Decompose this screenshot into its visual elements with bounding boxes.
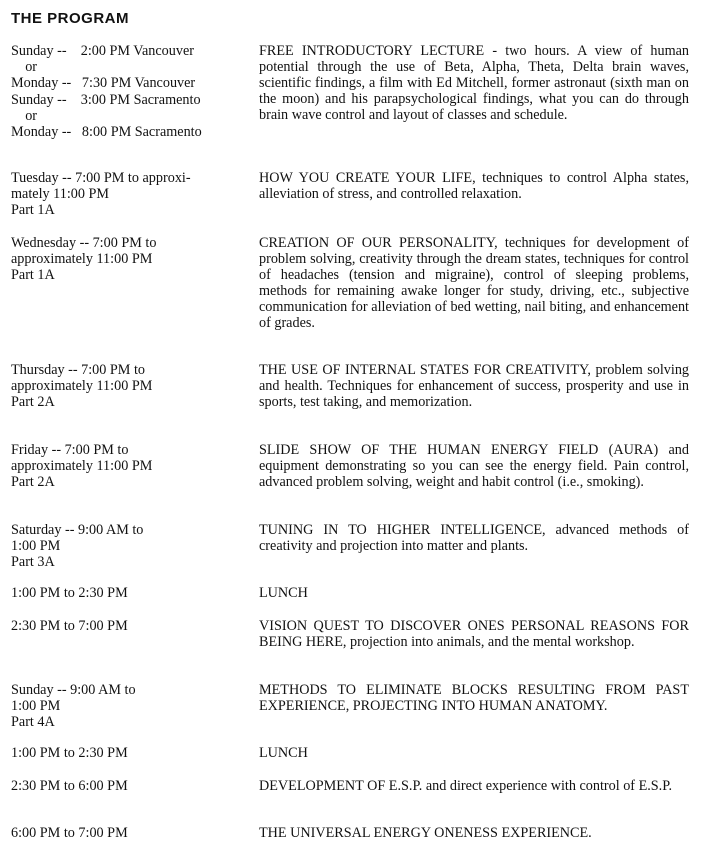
entry-description: DEVELOPMENT OF E.S.P. and direct experience with control of E.S.P. xyxy=(259,778,673,794)
entry-time xyxy=(11,778,251,794)
entry-description: LUNCH xyxy=(259,745,308,761)
time-line: Part 3A xyxy=(11,554,55,570)
time-line: Sunday -- 9:00 AM to xyxy=(11,682,136,698)
time-line: or xyxy=(11,108,38,124)
time-line: Sunday -- 2:00 PM Vancouver xyxy=(11,43,194,59)
time-line: approximately 11:00 PM xyxy=(11,458,153,474)
page-title: THE PROGRAM xyxy=(11,10,129,27)
entry-time xyxy=(11,585,251,601)
time-line: 6:00 PM to 7:00 PM xyxy=(11,825,128,841)
entry-time xyxy=(11,745,251,761)
time-line: Wednesday -- 7:00 PM to xyxy=(11,235,157,251)
time-line: Part 1A xyxy=(11,267,55,283)
entry-description: METHODS TO ELIMINATE BLOCKS RESULTING FROM PAST EXPERIENCE, PROJECTING INTO HUMAN ANATOMY. xyxy=(259,682,689,714)
entry-time xyxy=(11,362,251,410)
entry-time xyxy=(11,235,251,283)
entry-time xyxy=(11,682,251,730)
time-line: Monday -- 7:30 PM Vancouver xyxy=(11,75,196,91)
time-line: Friday -- 7:00 PM to xyxy=(11,442,129,458)
entry-description: FREE INTRODUCTORY LECTURE - two hours. A view of human potential through the use of Beta, Alpha, Theta, Delta brain waves, scientific findings, a film with Ed Mitchell, former astronaut (sixth man on the moon) and his parapsychological findings, what you can do through brain wave control and layout of classes and schedule. xyxy=(259,43,689,123)
time-line: 1:00 PM to 2:30 PM xyxy=(11,745,128,761)
time-line: 1:00 PM to 2:30 PM xyxy=(11,585,128,601)
entry-description: CREATION OF OUR PERSONALITY, techniques for development of problem solving, creativity through the dream states, techniques for control of headaches (tension and migraine), control of sleeping problems, methods for remaining awake longer for study, driving, etc., subjective communication for alleviation of bed wetting, nail biting, and enhancement of grades. xyxy=(259,235,689,331)
time-line: approximately 11:00 PM xyxy=(11,378,153,394)
entry-time xyxy=(11,442,251,490)
time-line: Thursday -- 7:00 PM to xyxy=(11,362,145,378)
time-line: or xyxy=(11,59,38,75)
time-line: mately 11:00 PM xyxy=(11,186,109,202)
entry-description: THE UNIVERSAL ENERGY ONENESS EXPERIENCE. xyxy=(259,825,592,841)
time-line: 1:00 PM xyxy=(11,698,61,714)
time-line: Part 1A xyxy=(11,202,55,218)
time-line: 2:30 PM to 7:00 PM xyxy=(11,618,128,634)
time-line: Monday -- 8:00 PM Sacramento xyxy=(11,124,202,140)
entry-description: VISION QUEST TO DISCOVER ONES PERSONAL REASONS FOR BEING HERE, projection into animals, and the mental workshop. xyxy=(259,618,689,650)
time-line: approximately 11:00 PM xyxy=(11,251,153,267)
time-line: Part 2A xyxy=(11,474,55,490)
entry-time xyxy=(11,522,251,570)
entry-time xyxy=(11,618,251,634)
entry-description: SLIDE SHOW OF THE HUMAN ENERGY FIELD (AURA) and equipment demonstrating so you can see the energy field. Pain control, advanced problem solving, weight and habit control (i.e., smoking). xyxy=(259,442,689,490)
time-line: Tuesday -- 7:00 PM to approxi- xyxy=(11,170,191,186)
time-line: Part 4A xyxy=(11,714,55,730)
time-line: 2:30 PM to 6:00 PM xyxy=(11,778,128,794)
entry-time xyxy=(11,825,251,841)
time-line: 1:00 PM xyxy=(11,538,61,554)
entry-description: HOW YOU CREATE YOUR LIFE, techniques to control Alpha states, alleviation of stress, and controlled relaxation. xyxy=(259,170,689,202)
entry-time xyxy=(11,170,251,218)
time-line: Part 2A xyxy=(11,394,55,410)
entry-description: TUNING IN TO HIGHER INTELLIGENCE, advanced methods of creativity and projection into matter and plants. xyxy=(259,522,689,554)
entry-description: LUNCH xyxy=(259,585,308,601)
entry-time xyxy=(11,43,251,140)
time-line: Sunday -- 3:00 PM Sacramento xyxy=(11,92,201,108)
entry-description: THE USE OF INTERNAL STATES FOR CREATIVITY, problem solving and health. Techniques for enhancement of success, prosperity and use in sports, test taking, and memorization. xyxy=(259,362,689,410)
time-line: Saturday -- 9:00 AM to xyxy=(11,522,144,538)
